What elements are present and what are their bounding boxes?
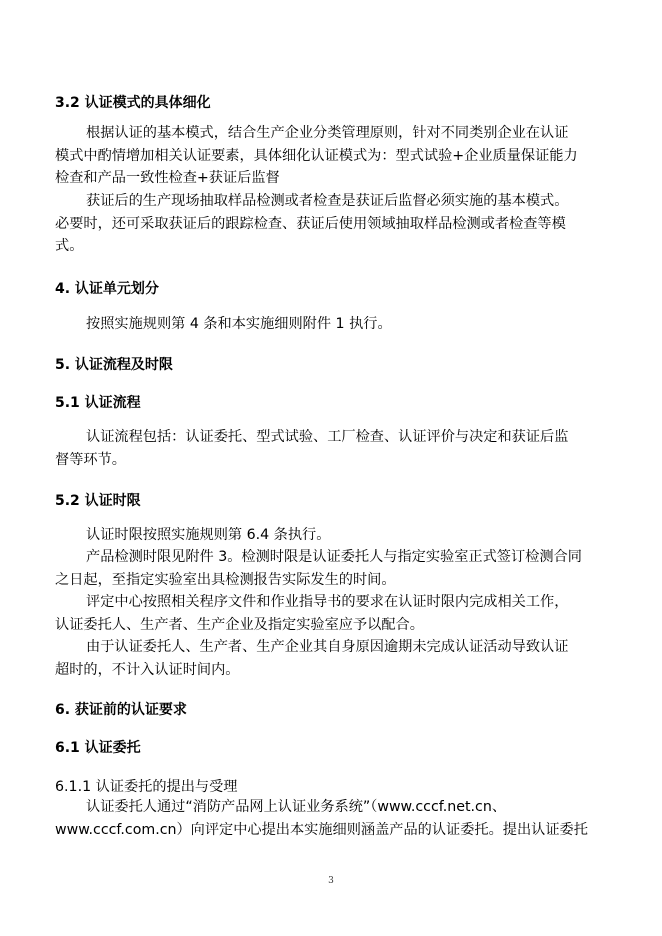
heading-3-2: 3.2 认证模式的具体细化 xyxy=(55,95,211,111)
heading-5-1: 5.1 认证流程 xyxy=(55,395,141,411)
heading-5-2: 5.2 认证时限 xyxy=(55,493,141,509)
text-line: 认证委托人、生产者、生产企业及指定实验室应予以配合。 xyxy=(55,616,424,633)
paragraph xyxy=(55,546,621,591)
text-line: 必要时，还可采取获证后的跟踪检查、获证后使用领域抽取样品检测或者检查等模 xyxy=(55,215,566,232)
paragraph xyxy=(55,190,621,258)
paragraph xyxy=(55,796,621,841)
text-line: 评定中心按照相关程序文件和作业指导书的要求在认证时限内完成相关工作， xyxy=(86,594,569,610)
paragraph xyxy=(55,524,621,547)
paragraph xyxy=(55,426,621,471)
text-line: 式。 xyxy=(55,238,84,254)
paragraph xyxy=(55,313,621,336)
text-line: www.cccf.com.cn）向评定中心提出本实施细则涵盖产品的认证委托。提出认证委托 xyxy=(55,821,588,838)
text-line: 产品检测时限见附件 3。检测时限是认证委托人与指定实验室正式签订检测合同 xyxy=(86,549,582,565)
text-line: 超时的，不计入认证时间内。 xyxy=(55,661,240,678)
paragraph xyxy=(55,636,621,681)
text-line: 之日起，至指定实验室出具检测报告实际发生的时间。 xyxy=(55,571,396,588)
text-line: 按照实施规则第 4 条和本实施细则附件 1 执行。 xyxy=(86,316,392,332)
heading-5: 5. 认证流程及时限 xyxy=(55,357,173,373)
heading-6: 6. 获证前的认证要求 xyxy=(55,702,187,718)
text-line: 认证时限按照实施规则第 6.4 条执行。 xyxy=(86,527,331,543)
heading-6-1: 6.1 认证委托 xyxy=(55,740,141,756)
text-line: 督等环节。 xyxy=(55,451,126,468)
paragraph xyxy=(55,591,621,636)
text-line: 根据认证的基本模式，结合生产企业分类管理原则，针对不同类别企业在认证 xyxy=(86,125,569,141)
page-number: 3 xyxy=(328,876,334,886)
text-line: 获证后的生产现场抽取样品检测或者检查是获证后监督必须实施的基本模式。 xyxy=(86,193,569,209)
subheading-6-1-1: 6.1.1 认证委托的提出与受理 xyxy=(55,779,238,795)
text-line: 认证流程包括：认证委托、型式试验、工厂检查、认证评价与决定和获证后监 xyxy=(86,429,569,445)
text-line: 由于认证委托人、生产者、生产企业其自身原因逾期未完成认证活动导致认证 xyxy=(86,639,569,655)
heading-4: 4. 认证单元划分 xyxy=(55,281,159,297)
text-line: 检查和产品一致性检查+获证后监督 xyxy=(55,170,280,186)
text-line: 模式中酌情增加相关认证要素，具体细化认证模式为：型式试验+企业质量保证能力 xyxy=(55,147,578,164)
paragraph xyxy=(55,122,621,190)
text-line: 认证委托人通过“消防产品网上认证业务系统”（www.cccf.net.cn、 xyxy=(86,799,507,815)
